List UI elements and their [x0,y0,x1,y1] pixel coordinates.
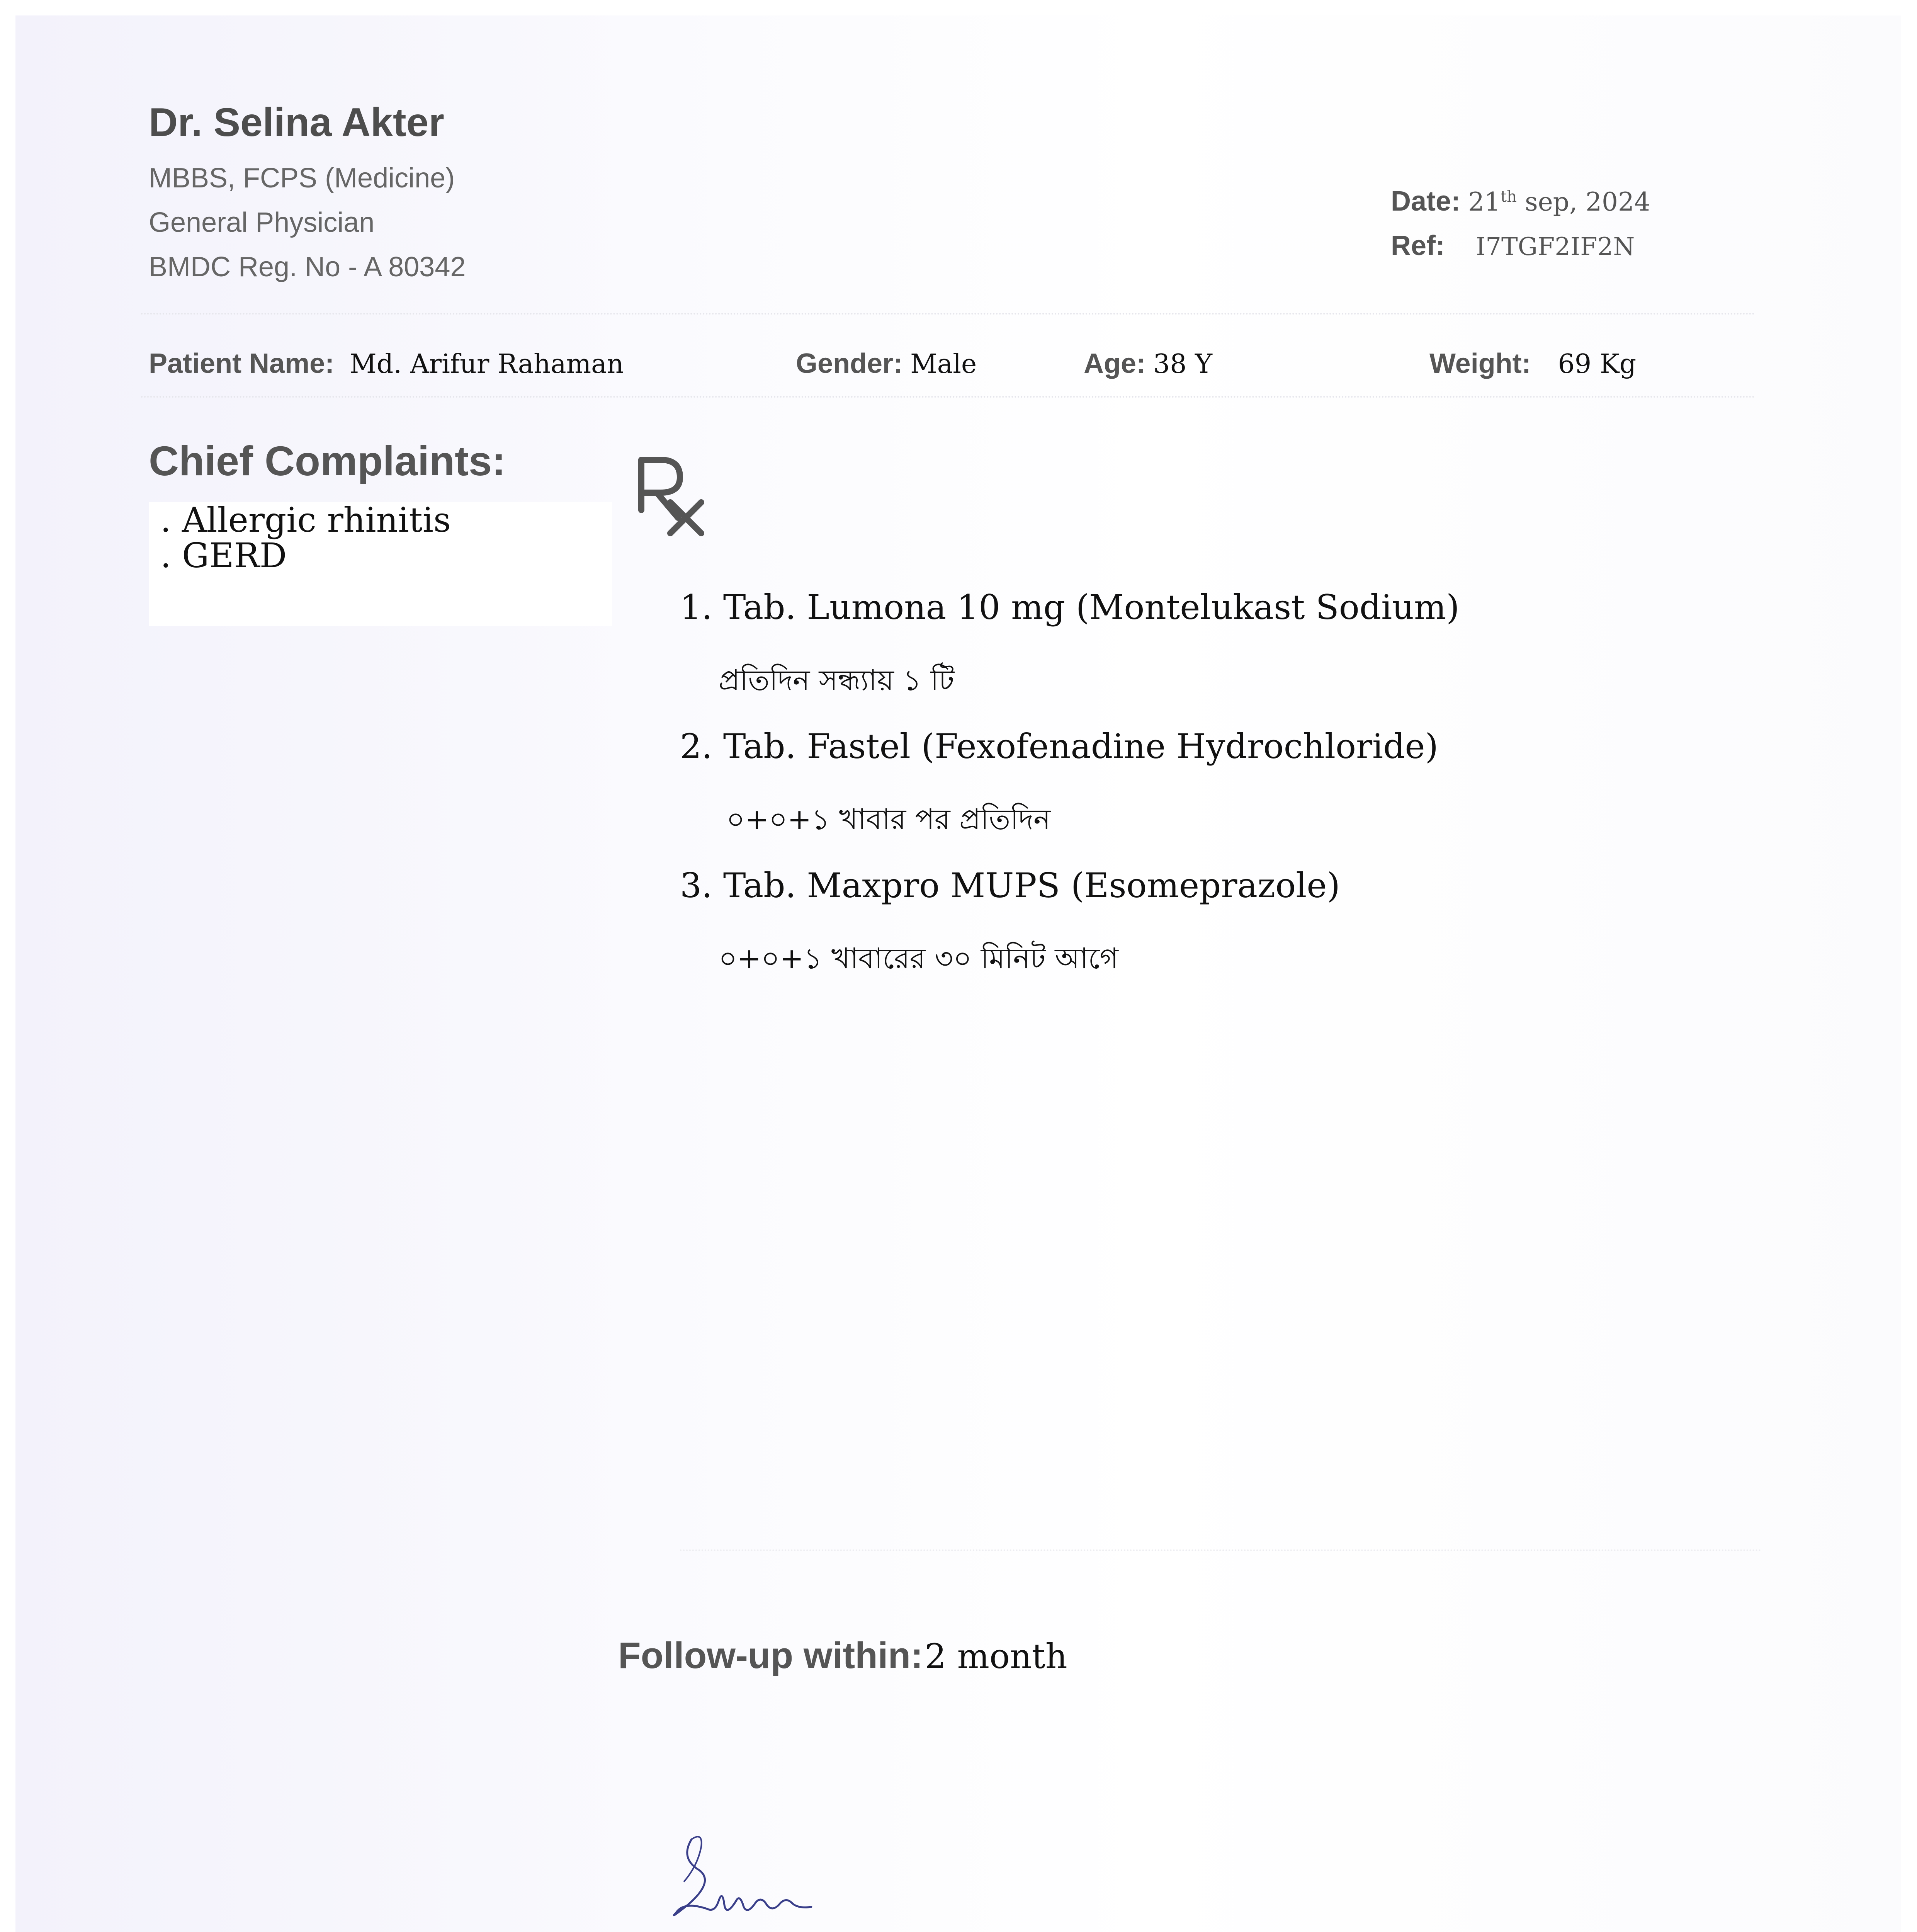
age-row [1084,348,1212,379]
date-row [1391,185,1650,217]
weight-value: 69 Kg [1558,349,1637,379]
signature-icon [657,1824,873,1932]
follow-up-row [618,1634,1067,1677]
date-day: 21 [1468,187,1501,217]
prescription-page [15,15,1901,1932]
complaint-item: . GERD [160,536,287,575]
medication-instruction: ০+০+১ খাবারের ৩০ মিনিট আগে [719,942,1118,975]
doctor-title: General Physician [149,207,375,238]
medication-title: 3. Tab. Maxpro MUPS (Esomeprazole) [680,866,1340,905]
complaints-box [149,502,612,626]
medication-title: 2. Tab. Fastel (Fexofenadine Hydrochloride) [680,726,1438,766]
complaints-heading: Chief Complaints: [149,437,506,484]
age-value: 38 Y [1153,349,1213,379]
date-value [1468,187,1650,217]
ref-value: I7TGF2IF2N [1476,233,1635,261]
medication-title: 1. Tab. Lumona 10 mg (Montelukast Sodium) [680,587,1460,627]
patient-name-label: Patient Name: [149,348,335,379]
follow-up-label: Follow-up within: [618,1635,923,1676]
rx-icon [634,452,711,537]
doctor-registration: BMDC Reg. No - A 80342 [149,252,466,282]
patient-name: Md. Arifur Rahaman [350,349,624,379]
medication-instruction: ০+০+১ খাবার পর প্রতিদিন [726,803,1051,836]
weight-row [1429,348,1636,379]
divider [141,396,1756,398]
date-label: Date: [1391,186,1461,217]
divider [141,313,1756,315]
gender-row [796,348,977,379]
gender-value: Male [910,349,977,379]
divider [680,1549,1762,1551]
complaint-item: . Allergic rhinitis [160,500,451,540]
doctor-name: Dr. Selina Akter [149,100,444,145]
weight-label: Weight: [1429,348,1531,379]
date-rest: sep, 2024 [1516,187,1650,217]
patient-name-row [149,348,624,379]
doctor-degrees: MBBS, FCPS (Medicine) [149,163,455,194]
ref-label: Ref: [1391,230,1445,261]
age-label: Age: [1084,348,1145,379]
medication-instruction: প্রতিদিন সন্ধ্যায় ১ টি [719,664,955,697]
ref-row [1391,230,1635,262]
gender-label: Gender: [796,348,903,379]
follow-up-value: 2 month [925,1636,1067,1676]
date-suffix: th [1501,188,1517,206]
